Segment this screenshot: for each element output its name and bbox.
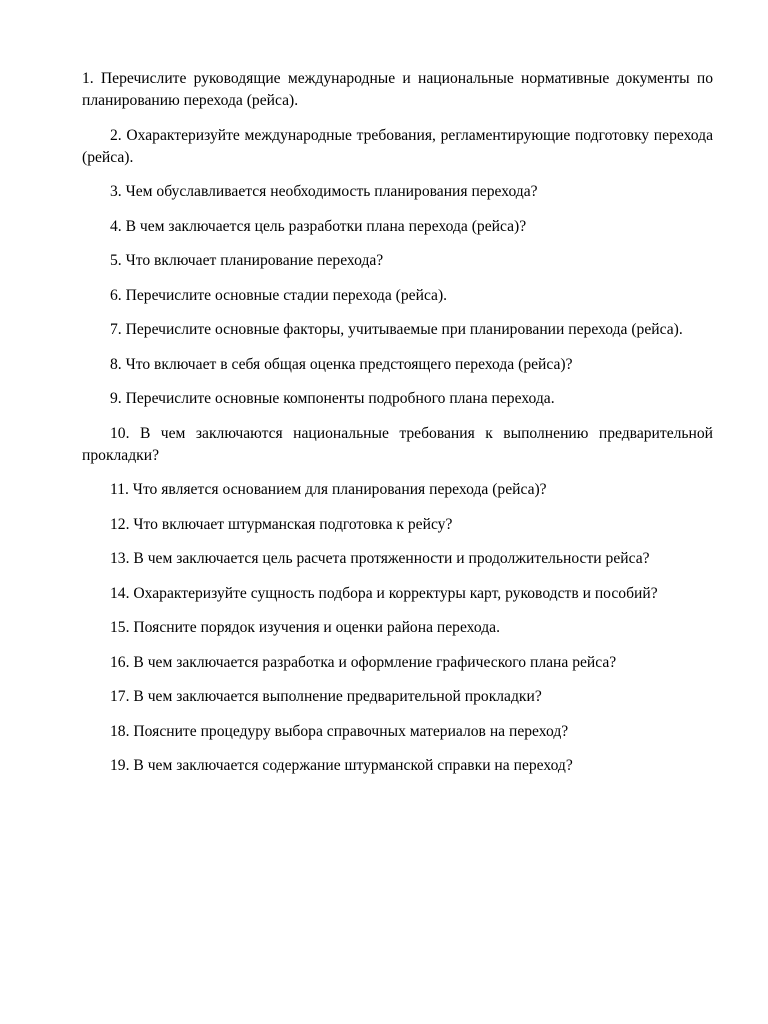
- question-item: 9. Перечислите основные компоненты подробного плана перехода.: [110, 390, 555, 407]
- question-item: 16. В чем заключается разработка и оформление графического плана рейса?: [110, 653, 617, 671]
- question-item: 4. В чем заключается цель разработки плана перехода (рейса)?: [110, 217, 527, 235]
- question-item: 7. Перечислите основные факторы, учитываемые при планировании перехода (рейса).: [110, 321, 683, 338]
- question-item: 12. Что включает штурманская подготовка к рейсу?: [110, 515, 453, 533]
- question-item: 11. Что является основанием для планирования перехода (рейса)?: [110, 481, 547, 498]
- question-item: 19. В чем заключается содержание штурманской справки на переход?: [110, 757, 573, 774]
- question-item: 15. Поясните порядок изучения и оценки района перехода.: [110, 619, 500, 636]
- question-item: 3. Чем обуславливается необходимость планирования перехода?: [110, 183, 538, 200]
- question-item: 8. Что включает в себя общая оценка предстоящего перехода (рейса)?: [110, 355, 573, 373]
- question-item: 14. Охарактеризуйте сущность подбора и корректуры карт, руководств и пособий?: [110, 584, 658, 602]
- question-item: 5. Что включает планирование перехода?: [110, 252, 384, 269]
- question-list: [82, 68, 713, 790]
- question-item: 6. Перечислите основные стадии перехода (рейса).: [110, 286, 448, 304]
- question-item: 18. Поясните процедуру выбора справочных материалов на переход?: [110, 722, 569, 740]
- question-item: 2. Охарактеризуйте международные требования, регламентирующие подготовку перехода (рейса).: [82, 126, 713, 166]
- question-item: 10. В чем заключаются национальные требования к выполнению предварительной прокладки?: [82, 424, 713, 464]
- question-item: 13. В чем заключается цель расчета протяженности и продолжительности рейса?: [110, 550, 650, 567]
- question-item: 17. В чем заключается выполнение предварительной прокладки?: [110, 688, 542, 705]
- question-item: 1. Перечислите руководящие международные и национальные нормативные документы по планированию перехода (рейса).: [82, 70, 713, 109]
